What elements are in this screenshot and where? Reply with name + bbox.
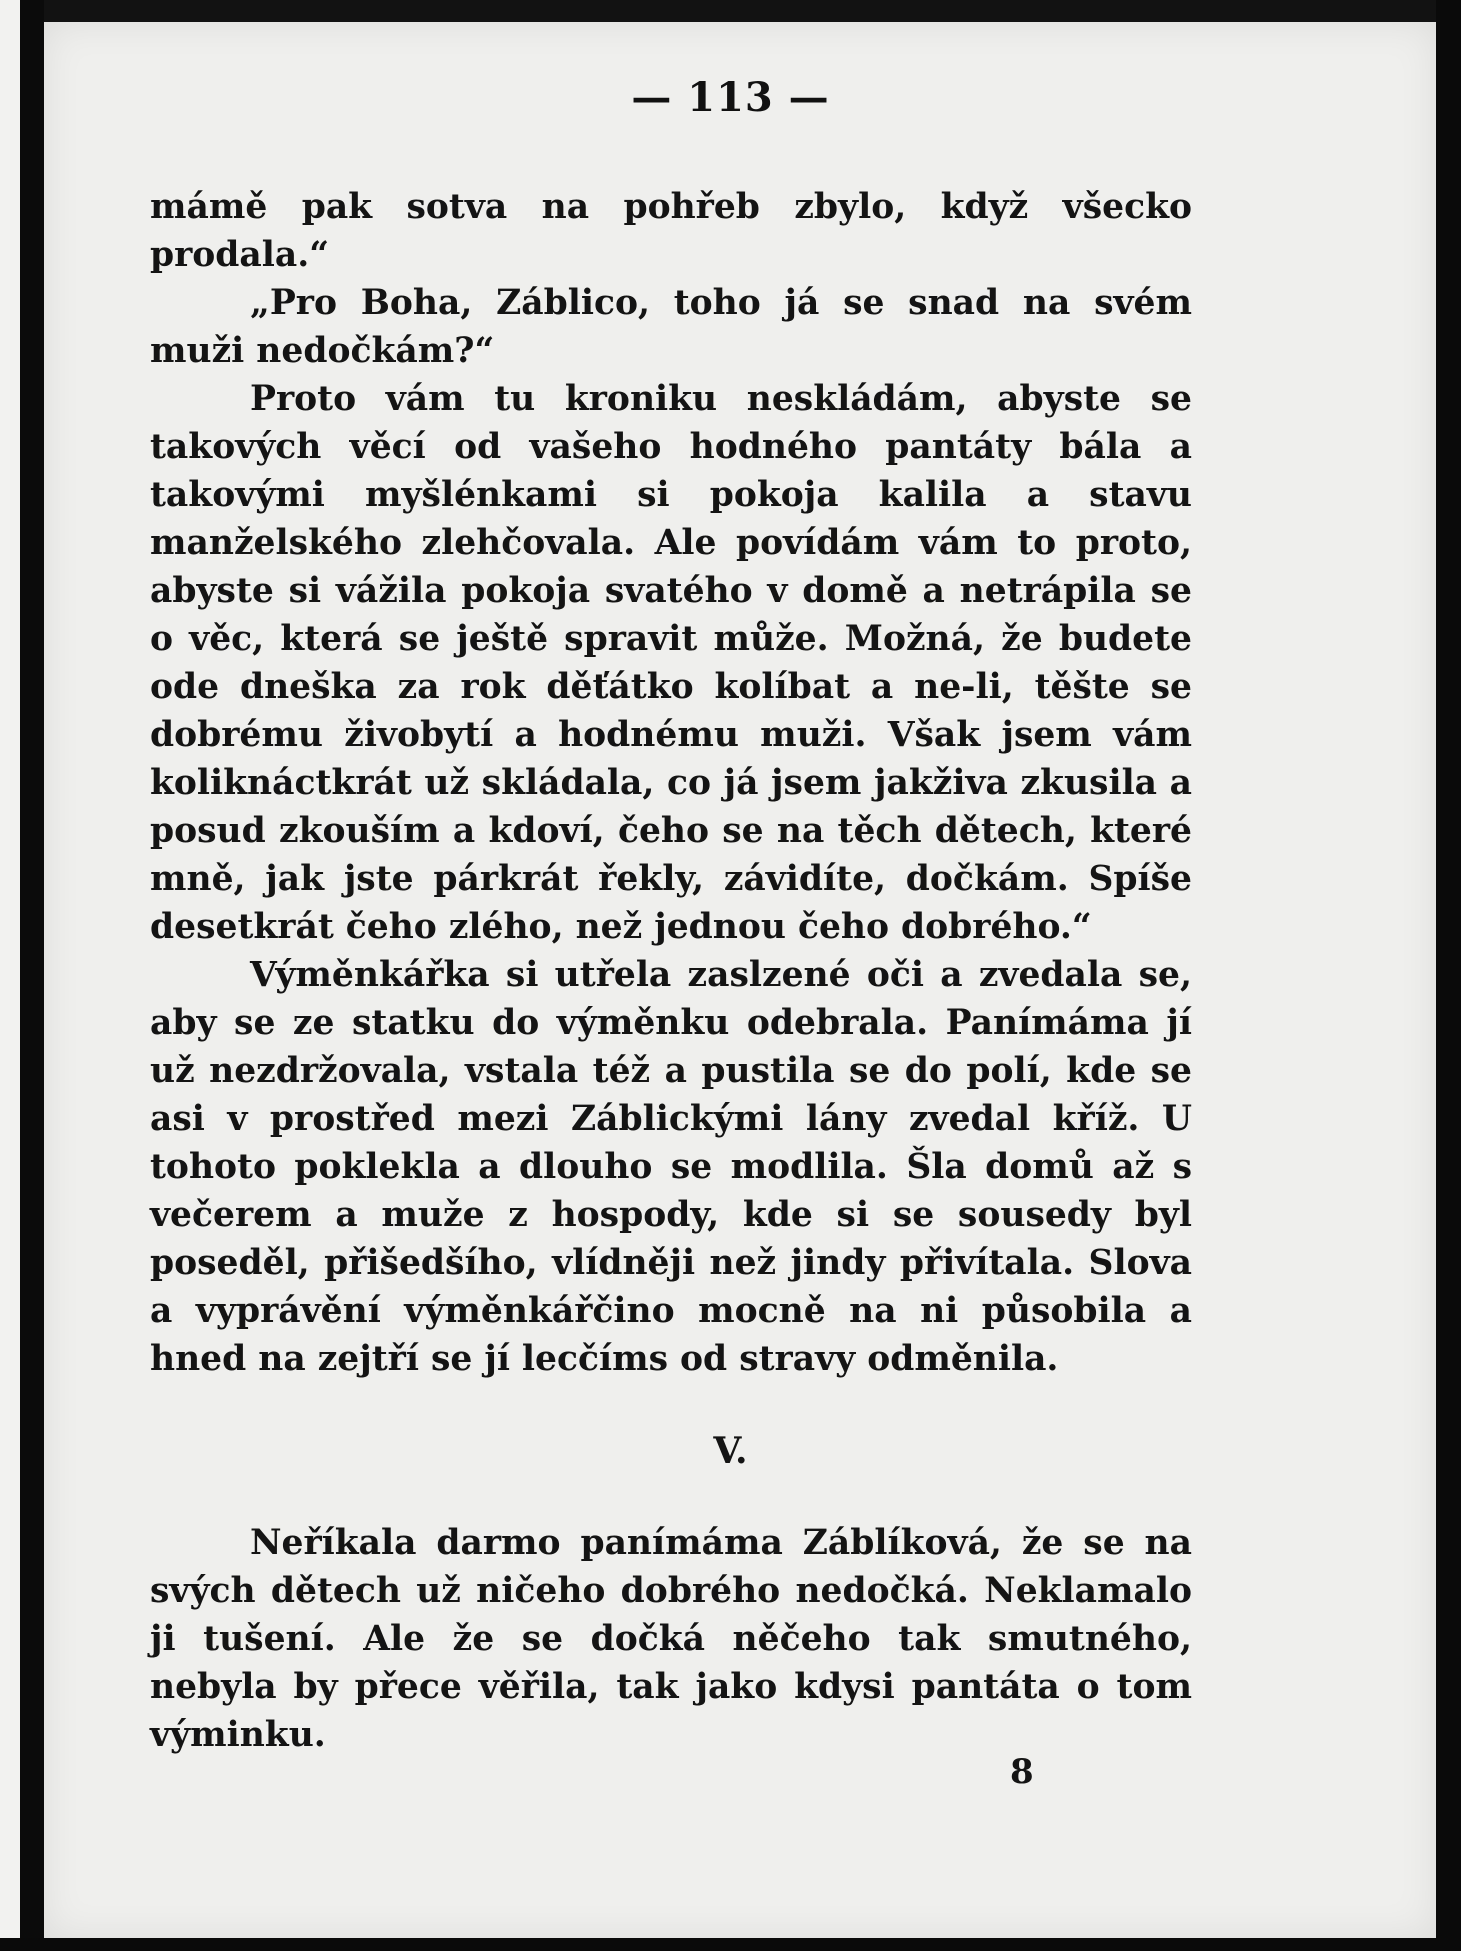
page-number: — 113 — xyxy=(631,74,830,121)
adjacent-page-edge xyxy=(0,0,20,1951)
printer-signature-mark: 8 xyxy=(1010,1752,1034,1792)
chapter-heading: V. xyxy=(713,1430,748,1472)
chapter-paragraph: Neříkala darmo panímáma Záblíková, že se na svých dětech už ničeho dobrého nedočká. Neklamalo ji tušení. Ale že se dočká něčeho tak smutného, nebyla by přece věřila, tak jako kdysi pantáta o tom výminku. xyxy=(150,1523,1192,1755)
right-scan-border xyxy=(1436,0,1461,1951)
bottom-scan-border xyxy=(0,1938,1461,1951)
paragraph-narration: Výměnkářka si utřela zaslzené oči a zvedala se, aby se ze statku do výměnku odebrala. Panímáma jí už nezdržovala, vstala též a pustila se do polí, kde se asi v prostřed mezi Záblickými lány zvedal kříž. U tohoto poklekla a dlouho se modlila. Šla domů až s večerem a muže z hospody, kde si se sousedy byl poseděl, přišedšího, vlídněji než jindy přivítala. Slova a vyprávění výměnkářčino mocně na ni působila a hned na zejtří se jí lecčíms od stravy odměnila. xyxy=(150,955,1192,1379)
chapter-text xyxy=(150,1519,1192,1759)
body-text xyxy=(150,183,1192,1383)
paragraph-dialogue: „Pro Boha, Záblico, toho já se snad na svém muži nedočkám?“ xyxy=(150,283,1192,371)
book-gutter-shadow xyxy=(20,0,44,1951)
paragraph-monologue: Proto vám tu kroniku neskládám, abyste se takových věcí od vašeho hodného pantáty bála a takovými myšlénkami si pokoja kalila a stavu manželského zlehčovala. Ale povídám vám to proto, abyste si vážila pokoja svatého v domě a netrápila se o věc, která se ještě spravit může. Možná, že budete ode dneška za rok děťátko kolíbat a ne-li, těšte se dobrému živobytí a hodnému muži. Však jsem vám koliknáctkrát už skládala, co já jsem jakživa zkusila a posud zkouším a kdoví, čeho se na těch dětech, které mně, jak jste párkrát řekly, závidíte, dočkám. Spíše desetkrát čeho zlého, než jednou čeho dobrého.“ xyxy=(150,379,1192,947)
paragraph-continuation: mámě pak sotva na pohřeb zbylo, když všecko prodala.“ xyxy=(150,187,1192,275)
